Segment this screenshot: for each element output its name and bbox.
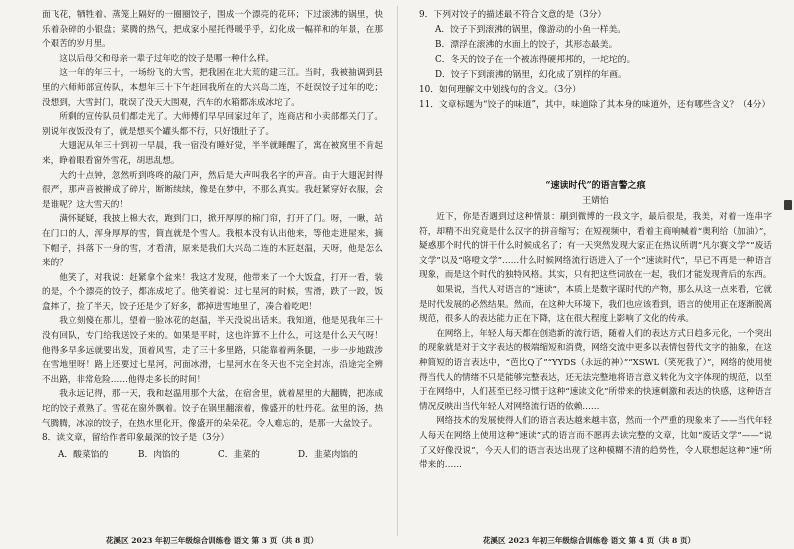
question-10: 10．如何理解文中划线句的含义。（3分） [419, 85, 581, 95]
paragraph: 这以后母父和母亲一辈子过年吃的饺子是哪一种什么样。 [59, 53, 275, 64]
option-c: C．韭菜的 [218, 450, 260, 461]
paragraph: 网络技术的发展使得人们的语言表达越来越丰富，然而一个严重的现象来了——当代年轻人每天在网络上使用这种“速读”式的语言而不愿再去读完整的文章，比如“废话文学”——“说了又好像没说”，今天人们的语言表达出现了这种模糊不清的趋势性，令人联想起这种“速”所带来的…… [419, 416, 772, 471]
paragraph-underlined: 大约十点钟，忽然听到咚咚的敲门声，然后是大声叫我名字的声音。由于大翅泥封得很严，那声音被擀成了碎片，断断续续，像是在梦中，不那么真实。我赶紧穿好衣服，会是谁呢？这大雪天的！ [42, 170, 383, 210]
paragraph: 这一年的年三十，一场纷飞的大雪，把我困在北大荒的建三江。当时，我被抽调到县里的六师师部宣传队，本想年三十下午赶回我所在的大兴岛二连，不赶误饺子过年的吃；没想到，大雪封门，耽误了没天大围观，汽车的水箱都冻成冰坨了。 [42, 68, 383, 108]
footer-text: 花溪区 2023 年初三年级综合训练卷 语文 第 4 页（共 8 页） [482, 536, 696, 545]
question-11: 11．文章标题为“饺子的味道”，其中，味道除了其本身的味道外，还有哪些含义？（4分） [419, 100, 771, 110]
binding-mark [784, 200, 792, 210]
paragraph: 他笑了，对我说：赶紧拿个盆来！我这才发现，他带来了一个大饭盒，打开一看，装的是，个个漂亮的饺子，都冻成坨了。他笑着说：过七星河的时候，雪滑，跌了一跤，饭盒摔了，捡了半天，饺子还是少了好多，都掉进雪地里了，凑合着吃吧！ [42, 272, 383, 312]
option-d: D．韭菜肉馅的 [298, 450, 358, 461]
article-author: 王婧怡 [582, 196, 609, 206]
question-9: 9．下列对饺子的描述最不符合文意的是（3分） [419, 10, 607, 20]
option-c: C．冬天的饺子在一个被冻得硬邦邦的，一坨坨的。 [435, 55, 636, 65]
paragraph: 在网络上，年轻人每天都在创造新的流行语，随着人们的表达方式日趋多元化，一个突出的现象就是对于文字表达的极端缩短和消费，网络交流中更多以表情包替代文字的抽象，在这种简短的语言表达中，“芭比Q了”“YYDS（永远的神）”“XSWL（笑死我了）”，网络的使用使得当代人的情绪不只是能够完整表达，还无法完整地将语言意义转化为文字体现的规范，以至于在网络中，人们甚至已经习惯于这种“速读文化”所带来的快速刺激和表达的快感，这种语言情况反映出当代年轻人对网络流行语的依赖…… [419, 328, 772, 412]
question-8: 8．读文章，留给作者印象最深的饺子是（3分） [42, 433, 230, 444]
paragraph: 近下，你是否遇到过这种情景：刷到微博的一段文字，最后很是，我美，对着一连串字符，却精不出究竟是什么汉字的拼音缩写；在短视频中，看着主商响喊着“奥利给（加油）”，疑惑那个时代的饼干什么时候成名了；有一天突然发现大家正在热议所谓“凡尔赛文学”“废话文学”以及“咯噔文学”……什么时候网络流行语进入了一个“速读时代”，早已不再是一种语言现象，而是这个时代的独特风格。其实，只有把这些词放在一起，我们才能发现背后的东西。 [419, 212, 772, 281]
paragraph: 我永远记得，那一天，我和赵温用那个大盆，在宿舍里，就着屋里的大翻腾，把冻成坨的饺子煮熟了。雪花在窗外飘着。饺子在锅里翻滚着，像盛开的牡丹花。盆里的汤，热气腾腾，冰凉的饺子，在热水里化开，像盛开的朵朵花。令人难忘的，是那一大盆饺子。 [42, 389, 383, 429]
answer-space [419, 113, 772, 171]
right-page [397, 0, 794, 549]
option-b: B．漂浮在滚沸的水面上的饺子，其形态最美。 [435, 40, 618, 50]
option-d: D．饺子下到滚沸的锅里，幻化成了别样的年画。 [435, 70, 627, 80]
paragraph: 我立刻傻在那儿，望着一脸冰花的赵温，半天没说出话来。我知道，他是见我年三十没有回队，专门给我送饺子来的。如果是平时，这也许算不上什么，可这是什么天气呀！他得多早多远就要出发，顶着风雪，走了三十多里路，只能靠着两条腿，一步一步地跋涉在雪地里呀！路上还要过七星河，河面冰滑，七星河水在冬天也不完全封冻，沿途完全辨不出路，非常危险……他得走多长的时间！ [42, 316, 383, 385]
option-a: A．饺子下到滚沸的锅里，像游动的小鱼一样美。 [435, 25, 627, 35]
paragraph: 大翅泥从年三十到初一早晨，我一宿没有睡好觉，半半就睡醒了，寓在被窝里不肯起来，睁着眼看窗外雪花，胡思乱想。 [42, 141, 383, 166]
paragraph: 如果说，当代人对语言的“速读”，本质上是数字谋时代的产物，那么从这一点来看，它就是时代发展的必然结果。然而，在这种大环境下，我们也应该看到，语言的使用正在逐渐脱离规范，很多人的表达能力正在下降，这在很大程度上影响了文化的传承。 [419, 284, 772, 325]
paragraph: 面飞花，牺牲着、蒸笼上隔好的一圈圈饺子，围成一个漂亮的花环；下过滚沸的锅里，快乐着杂碎的小银盘；菜腾的热气，把成家小屋托得暖乎乎，幻化成一幅祥和的年景，在那个艰苦的岁月里。 [42, 10, 383, 50]
footer-text: 花溪区 2023 年初三年级综合训练卷 语文 第 3 页（共 8 页） [105, 536, 319, 545]
paragraph: 满怀疑疑，我披上棉大衣，跑到门口，掀开厚厚的棉门帘，打开了门。呀，一瞅，站在门口的人，浑身厚厚的雪，简直就是个雪人。我根本没有认出他来，等他走进屋来，摘下帽子，抖落下一身的雪，才看清，原来是我们大兴岛二连的木匠赵温，天呀，他是怎么来的？ [42, 214, 383, 269]
option-b: B．肉馅的 [138, 450, 180, 461]
question-8-options [58, 448, 383, 463]
paragraph: 所剩的宣传队员们都走光了。大师傅们早早回家过年了，连商店和小卖部都关门了。别说年夜饭没有了，就是想买个罐头都不行，只好饿肚子了。 [42, 112, 383, 137]
article-title: “速读时代”的语言警之痕 [545, 181, 646, 191]
option-a: A．酸菜馅的 [58, 450, 109, 461]
